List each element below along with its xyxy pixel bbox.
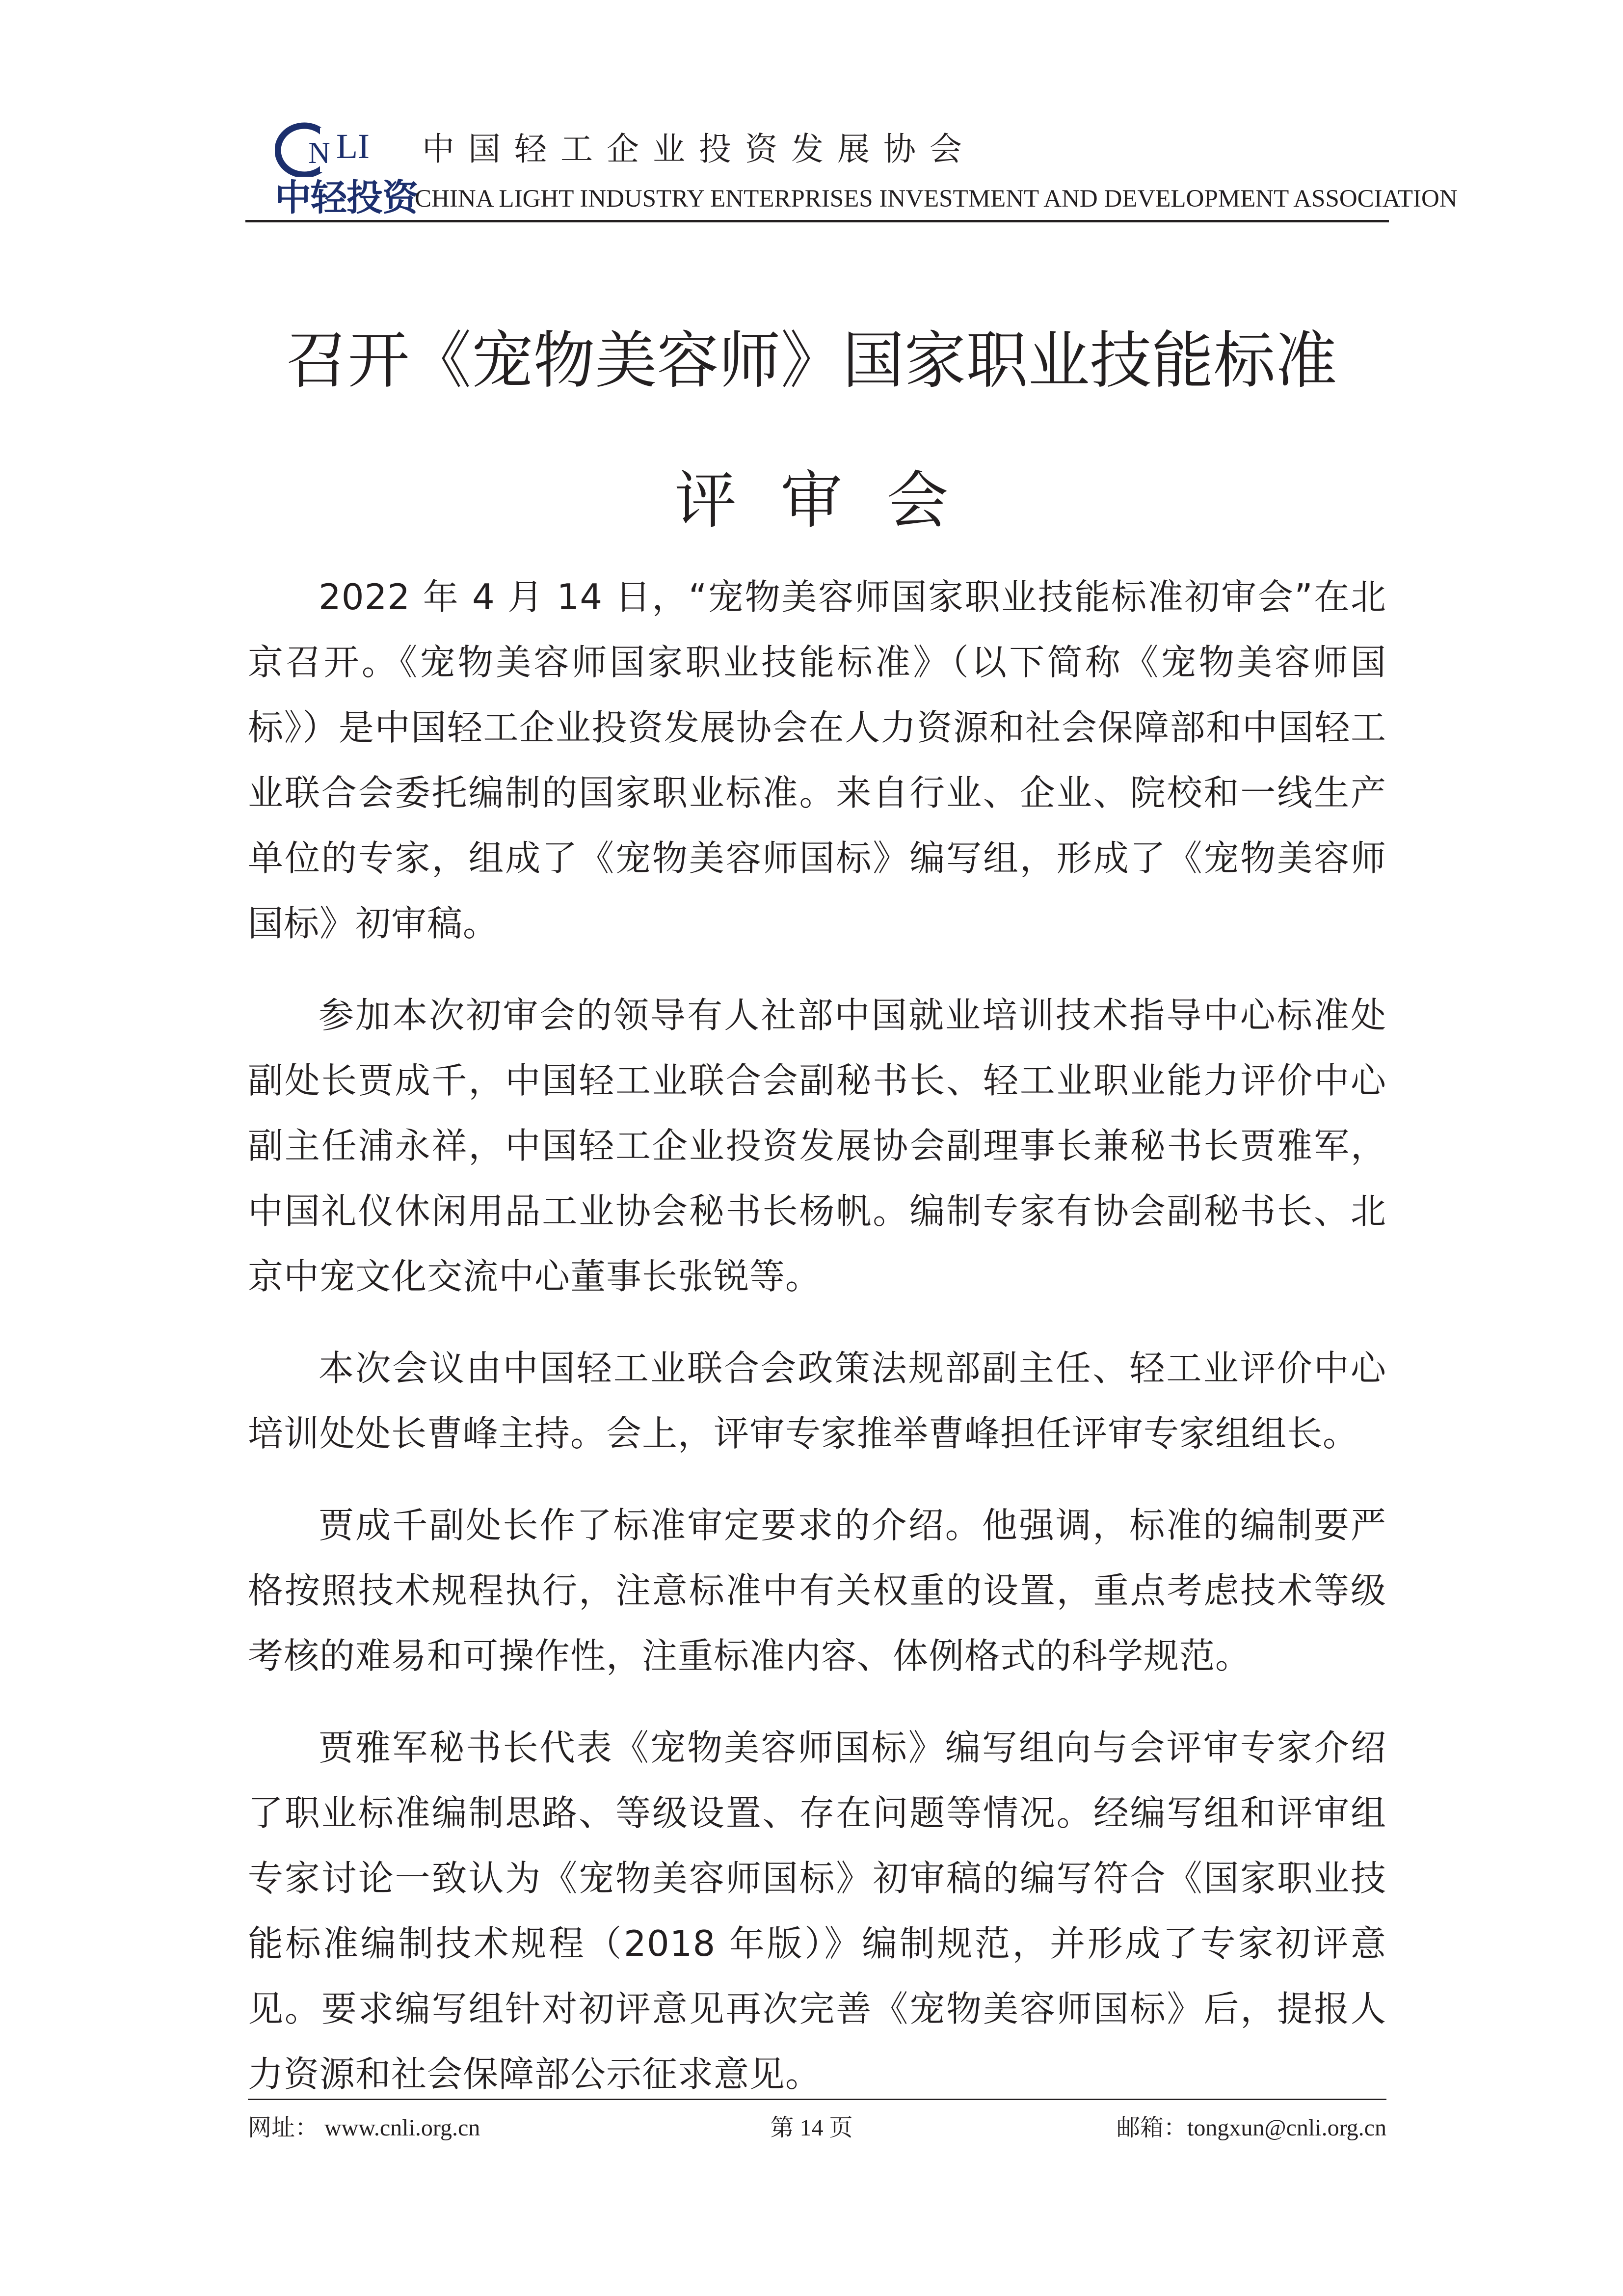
paragraph: 贾雅军秘书长代表《宠物美容师国标》编写组向与会评审专家介绍了职业标准编制思路、等级设置、存在问题等情况。经编写组和评审组专家讨论一致认为《宠物美容师国标》初审稿的编写符合《国家职业技能标准编制技术规程（2018 年版）》编制规范，并形成了专家初评意见。要求编写组针对初评意见再次完善《宠物美容师国标》后，提报人力资源和社会保障部公示征求意见。: [248, 1727, 1386, 2095]
footer-website: 网址： www.cnli.org.cn: [248, 2115, 480, 2141]
paragraph: 贾成千副处长作了标准审定要求的介绍。他强调，标准的编制要严格按照技术规程执行，注意标准中有关权重的设置，重点考虑技术等级考核的难易和可操作性，注重标准内容、体例格式的科学规范。: [248, 1505, 1386, 1676]
header-divider: [245, 220, 1389, 222]
article-title-line-2: 评审会: [674, 464, 993, 537]
page-number: 第 14 页: [770, 2115, 853, 2141]
association-name-english: CHINA LIGHT INDUSTRY ENTERPRISES INVESTMENT AND DEVELOPMENT ASSOCIATION: [415, 185, 1458, 213]
paragraph: 参加本次初审会的领导有人社部中国就业培训技术指导中心标准处副处长贾成千，中国轻工业联合会副秘书长、轻工业职业能力评价中心副主任浦永祥，中国轻工企业投资发展协会副理事长兼秘书长贾雅军，中国礼仪休闲用品工业协会秘书长杨帆。编制专家有协会副秘书长、北京中宠文化交流中心董事长张锐等。: [248, 995, 1386, 1297]
paragraph: 本次会议由中国轻工业联合会政策法规部副主任、轻工业评价中心培训处处长曹峰主持。会上，评审专家推举曹峰担任评审专家组组长。: [248, 1348, 1386, 1454]
svg-text:LI: LI: [336, 127, 370, 166]
footer-divider: [248, 2099, 1386, 2100]
paragraph: 2022 年 4 月 14 日，“宠物美容师国家职业技能标准初审会”在北京召开。《宠物美容师国家职业技能标准》（以下简称《宠物美容师国标》）是中国轻工企业投资发展协会在人力资源和社会保障部和中国轻工业联合会委托编制的国家职业标准。来自行业、企业、院校和一线生产单位的专家，组成了《宠物美容师国标》编写组，形成了《宠物美容师国标》初审稿。: [248, 576, 1386, 944]
logo-chinese-text: 中轻投资: [275, 177, 418, 219]
association-name-chinese: 中国轻工企业投资发展协会: [422, 130, 976, 168]
article-title-line-1: 召开《宠物美容师》国家职业技能标准: [286, 324, 1337, 397]
cnli-logo-icon: [275, 118, 437, 177]
footer-email: 邮箱：tongxun@cnli.org.cn: [1117, 2115, 1386, 2141]
letterhead: [245, 118, 1458, 221]
svg-text:N: N: [308, 136, 330, 170]
article-body: [248, 565, 1386, 2134]
